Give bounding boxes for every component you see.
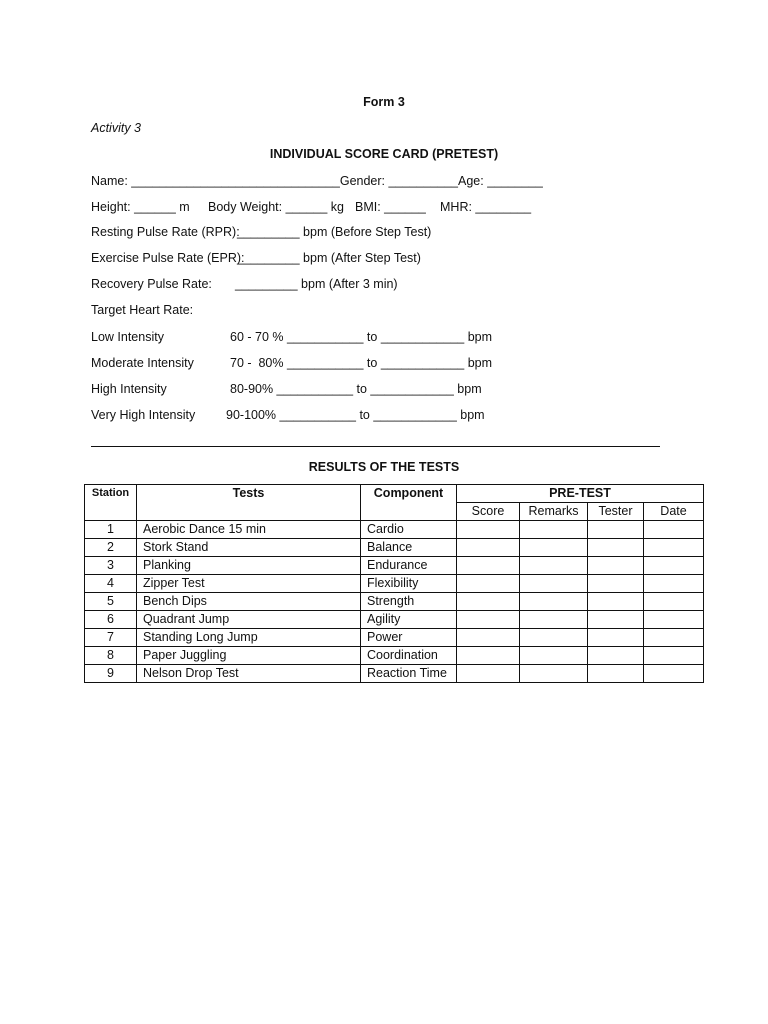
test-cell: Bench Dips [137, 593, 361, 611]
component-cell: Balance [361, 539, 457, 557]
test-cell: Paper Juggling [137, 647, 361, 665]
header-remarks: Remarks [520, 503, 588, 521]
height-field: Height: ______ m [91, 200, 190, 214]
body-weight-field: Body Weight: ______ kg [208, 200, 344, 214]
name-gender-age-line: Name: ______________________________Gender: __________Age: ________ [91, 174, 543, 188]
test-cell: Planking [137, 557, 361, 575]
score-cell[interactable] [457, 593, 520, 611]
score-cell[interactable] [457, 575, 520, 593]
score-cell[interactable] [457, 521, 520, 539]
test-cell: Zipper Test [137, 575, 361, 593]
epr-value: _________ bpm (After Step Test) [237, 251, 421, 265]
remarks-cell[interactable] [520, 539, 588, 557]
date-cell[interactable] [644, 575, 704, 593]
test-cell: Quadrant Jump [137, 611, 361, 629]
table-row [85, 539, 704, 557]
date-cell[interactable] [644, 611, 704, 629]
card-title: INDIVIDUAL SCORE CARD (PRETEST) [269, 147, 499, 161]
station-cell: 4 [85, 575, 137, 593]
remarks-cell[interactable] [520, 593, 588, 611]
intensity-label: Low Intensity [91, 330, 164, 344]
intensity-range: 90-100% ___________ to ____________ bpm [226, 408, 485, 422]
remarks-cell[interactable] [520, 557, 588, 575]
intensity-label: Moderate Intensity [91, 356, 194, 370]
station-cell: 2 [85, 539, 137, 557]
score-cell[interactable] [457, 611, 520, 629]
date-cell[interactable] [644, 593, 704, 611]
table-row [85, 557, 704, 575]
header-score: Score [457, 503, 520, 521]
date-cell[interactable] [644, 521, 704, 539]
rpr-value: _________ bpm (Before Step Test) [237, 225, 432, 239]
activity-label: Activity 3 [91, 121, 142, 135]
test-cell: Stork Stand [137, 539, 361, 557]
remarks-cell[interactable] [520, 521, 588, 539]
station-cell: 1 [85, 521, 137, 539]
station-cell: 8 [85, 647, 137, 665]
component-cell: Flexibility [361, 575, 457, 593]
table-row [85, 665, 704, 683]
intensity-label: High Intensity [91, 382, 167, 396]
intensity-range: 60 - 70 % ___________ to ____________ bpm [230, 330, 493, 344]
tester-cell[interactable] [588, 647, 644, 665]
score-cell[interactable] [457, 629, 520, 647]
separator-line [91, 446, 660, 447]
date-cell[interactable] [644, 647, 704, 665]
test-cell: Aerobic Dance 15 min [137, 521, 361, 539]
tester-cell[interactable] [588, 629, 644, 647]
station-cell: 5 [85, 593, 137, 611]
table-row [85, 611, 704, 629]
table-row [85, 647, 704, 665]
rpr-label: Resting Pulse Rate (RPR): [91, 225, 240, 239]
tester-cell[interactable] [588, 539, 644, 557]
component-cell: Coordination [361, 647, 457, 665]
tester-cell[interactable] [588, 575, 644, 593]
remarks-cell[interactable] [520, 647, 588, 665]
station-cell: 6 [85, 611, 137, 629]
table-row [85, 575, 704, 593]
header-pretest: PRE-TEST [457, 485, 704, 503]
score-cell[interactable] [457, 665, 520, 683]
tester-cell[interactable] [588, 557, 644, 575]
results-title: RESULTS OF THE TESTS [308, 460, 460, 474]
remarks-cell[interactable] [520, 611, 588, 629]
test-cell: Nelson Drop Test [137, 665, 361, 683]
component-cell: Power [361, 629, 457, 647]
table-row [85, 521, 704, 539]
component-cell: Agility [361, 611, 457, 629]
station-cell: 9 [85, 665, 137, 683]
remarks-cell[interactable] [520, 665, 588, 683]
header-component: Component [361, 485, 457, 521]
component-cell: Strength [361, 593, 457, 611]
intensity-range: 80-90% ___________ to ____________ bpm [230, 382, 482, 396]
score-cell[interactable] [457, 539, 520, 557]
tester-cell[interactable] [588, 521, 644, 539]
tester-cell[interactable] [588, 593, 644, 611]
header-station: Station [85, 485, 137, 521]
date-cell[interactable] [644, 539, 704, 557]
date-cell[interactable] [644, 665, 704, 683]
score-cell[interactable] [457, 647, 520, 665]
table-row [85, 593, 704, 611]
header-tester: Tester [588, 503, 644, 521]
target-heart-rate-label: Target Heart Rate: [91, 303, 194, 317]
test-cell: Standing Long Jump [137, 629, 361, 647]
header-date: Date [644, 503, 704, 521]
date-cell[interactable] [644, 629, 704, 647]
component-cell: Cardio [361, 521, 457, 539]
tester-cell[interactable] [588, 611, 644, 629]
station-cell: 3 [85, 557, 137, 575]
table-row [85, 629, 704, 647]
component-cell: Reaction Time [361, 665, 457, 683]
recovery-label: Recovery Pulse Rate: [91, 277, 212, 291]
remarks-cell[interactable] [520, 575, 588, 593]
tester-cell[interactable] [588, 665, 644, 683]
header-tests: Tests [137, 485, 361, 521]
station-cell: 7 [85, 629, 137, 647]
bmi-field: BMI: ______ [355, 200, 426, 214]
intensity-range: 70 - 80% ___________ to ____________ bpm [230, 356, 493, 370]
form-title: Form 3 [363, 95, 405, 109]
date-cell[interactable] [644, 557, 704, 575]
epr-label: Exercise Pulse Rate (EPR): [91, 251, 245, 265]
remarks-cell[interactable] [520, 629, 588, 647]
mhr-field: MHR: ________ [440, 200, 532, 214]
recovery-value: _________ bpm (After 3 min) [235, 277, 398, 291]
component-cell: Endurance [361, 557, 457, 575]
score-cell[interactable] [457, 557, 520, 575]
results-table [84, 484, 704, 683]
intensity-label: Very High Intensity [91, 408, 196, 422]
